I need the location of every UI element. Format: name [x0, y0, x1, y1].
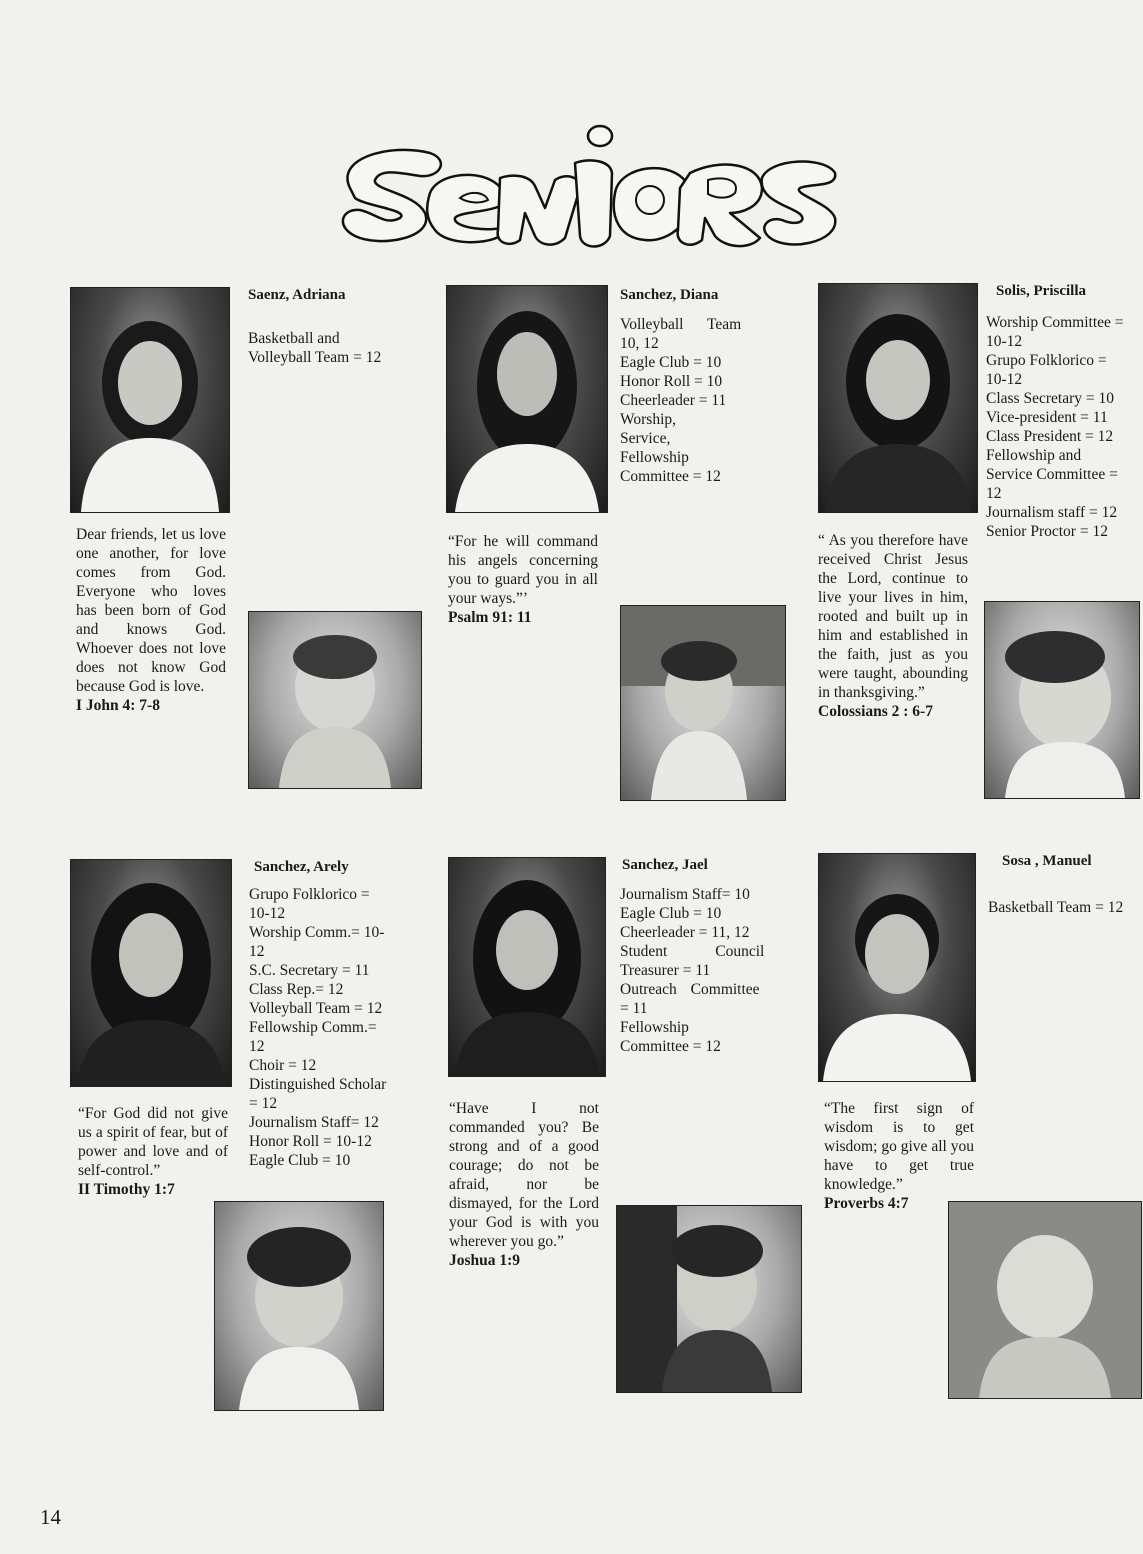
quote-reference: Joshua 1:9 [449, 1252, 521, 1269]
activity-line: Choir = 12 [249, 1057, 317, 1074]
activity-line: Fellowship [620, 449, 689, 466]
activity-line: Worship Comm.= 10- [249, 924, 385, 941]
activity-line: Journalism staff = 12 [986, 504, 1118, 521]
seniors-title-lettering [330, 118, 840, 268]
senior-name: Sanchez, Jael [622, 857, 708, 873]
activity-line: Journalism Staff= 12 [249, 1114, 379, 1131]
activity-line: Grupo Folklorico = [986, 352, 1107, 369]
activity-line: Student Council [620, 943, 765, 960]
activity-line: Volleyball Team [620, 316, 742, 333]
activity-line: Eagle Club = 10 [620, 354, 722, 371]
activity-line: Committee = 12 [620, 468, 721, 485]
baby-figure [249, 612, 421, 788]
activity-line: Fellowship [620, 1019, 689, 1036]
baby-figure [949, 1202, 1141, 1398]
activity-line: Volleyball Team = 12 [249, 1000, 383, 1017]
baby-photo-sanchez-jael [616, 1205, 802, 1393]
activity-line: S.C. Secretary = 11 [249, 962, 370, 979]
baby-figure [617, 1206, 801, 1392]
portrait-figure [71, 860, 231, 1086]
baby-photo-solis-priscilla [984, 601, 1140, 799]
senior-name: Sanchez, Arely [254, 859, 349, 875]
quote-reference: Colossians 2 : 6-7 [818, 703, 933, 720]
activity-line: Eagle Club = 10 [620, 905, 722, 922]
activity-line: Fellowship and [986, 447, 1082, 464]
portrait-figure [447, 286, 607, 512]
activity-line: Class President = 12 [986, 428, 1114, 445]
activity-line: Basketball Team = 12 [988, 899, 1124, 916]
senior-portrait-solis-priscilla [818, 283, 978, 513]
baby-figure [215, 1202, 383, 1410]
activity-line: Class Rep.= 12 [249, 981, 344, 998]
activity-line: 12 [249, 1038, 265, 1055]
activity-line: Service, [620, 430, 671, 447]
senior-portrait-sanchez-jael [448, 857, 606, 1077]
quote-text: Dear friends, let us love one another, for love comes from God. Everyone who loves has been born of God and knows God. Whoever does not love does not know God because God is love. [76, 526, 226, 695]
activity-line: Treasurer = 11 [620, 962, 711, 979]
quote-reference: Psalm 91: 11 [448, 609, 532, 626]
portrait-figure [819, 284, 977, 512]
activity-line: Committee = 12 [620, 1038, 721, 1055]
activity-line: Volleyball Team = 12 [248, 349, 382, 366]
activity-line: Honor Roll = 10-12 [249, 1133, 372, 1150]
activity-line: = 12 [249, 1095, 278, 1112]
page-number: 14 [40, 1505, 61, 1529]
quote-text: “ As you therefore have received Christ Jesus the Lord, continue to live your lives in him, rooted and built up in him and established in the faith, just as you were taught, abounding in thanksgiving.” [818, 532, 968, 701]
activity-line: Senior Proctor = 12 [986, 523, 1108, 540]
activity-line: Basketball and [248, 330, 340, 347]
senior-portrait-sosa-manuel [818, 853, 976, 1082]
activity-line: Fellowship Comm.= [249, 1019, 377, 1036]
senior-portrait-sanchez-arely [70, 859, 232, 1087]
quote-text: “The first sign of wisdom is to get wisdom; go give all you have to get true knowledge.” [824, 1100, 974, 1193]
activity-line: 10-12 [986, 333, 1023, 350]
activity-line: Cheerleader = 11, 12 [620, 924, 750, 941]
seniors-title [330, 118, 840, 268]
activity-line: Grupo Folklorico = [249, 886, 370, 903]
portrait-figure [71, 288, 229, 512]
activity-line: Cheerleader = 11 [620, 392, 727, 409]
activity-line: Worship, [620, 411, 677, 428]
senior-activities [988, 898, 1143, 917]
quote-text: “For he will command his angels concerning you to guard you in all your ways.”’ [448, 533, 598, 607]
baby-photo-sosa-manuel [948, 1201, 1142, 1399]
portrait-figure [819, 854, 975, 1081]
activity-line: Journalism Staff= 10 [620, 886, 750, 903]
baby-figure [621, 606, 785, 800]
senior-activities [986, 313, 1141, 541]
activity-line: Distinguished Scholar [249, 1076, 387, 1093]
activity-line: Service Committee = [986, 466, 1118, 483]
activity-line: Vice-president = 11 [986, 409, 1108, 426]
baby-photo-sanchez-diana [620, 605, 786, 801]
activity-line: 10, 12 [620, 335, 659, 352]
activity-line: 12 [986, 485, 1002, 502]
activity-line: Honor Roll = 10 [620, 373, 723, 390]
activity-line: 10-12 [249, 905, 286, 922]
activity-line: Outreach Committee [620, 981, 760, 998]
senior-quote [448, 532, 598, 627]
quote-reference: II Timothy 1:7 [78, 1181, 175, 1198]
baby-photo-sanchez-arely [214, 1201, 384, 1411]
activity-line: Worship Committee = [986, 314, 1124, 331]
portrait-figure [449, 858, 605, 1076]
senior-portrait-saenz-adriana [70, 287, 230, 513]
senior-activities [620, 885, 770, 1056]
activity-line: Class Secretary = 10 [986, 390, 1114, 407]
senior-activities [620, 315, 760, 486]
senior-activities [249, 885, 409, 1170]
senior-activities [248, 329, 418, 367]
quote-text: “For God did not give us a spirit of fear, but of power and love and of self-control.” [78, 1105, 228, 1179]
senior-quote [824, 1099, 974, 1213]
senior-quote [78, 1104, 228, 1199]
senior-name: Sanchez, Diana [620, 287, 719, 303]
senior-name: Solis, Priscilla [996, 283, 1086, 299]
senior-name: Saenz, Adriana [248, 287, 346, 303]
senior-quote [449, 1099, 599, 1270]
quote-reference: I John 4: 7-8 [76, 697, 160, 714]
activity-line: = 11 [620, 1000, 648, 1017]
quote-text: “Have I not commanded you? Be strong and of a good courage; do not be afraid, nor be dismayed, for the Lord your God is with you wherever you go.” [449, 1100, 599, 1250]
senior-portrait-sanchez-diana [446, 285, 608, 513]
baby-photo-saenz-adriana [248, 611, 422, 789]
activity-line: 12 [249, 943, 265, 960]
quote-reference: Proverbs 4:7 [824, 1195, 909, 1212]
baby-figure [985, 602, 1139, 798]
senior-quote [76, 525, 226, 715]
senior-name: Sosa , Manuel [1002, 853, 1092, 869]
activity-line: Eagle Club = 10 [249, 1152, 351, 1169]
senior-quote [818, 531, 968, 721]
activity-line: 10-12 [986, 371, 1023, 388]
